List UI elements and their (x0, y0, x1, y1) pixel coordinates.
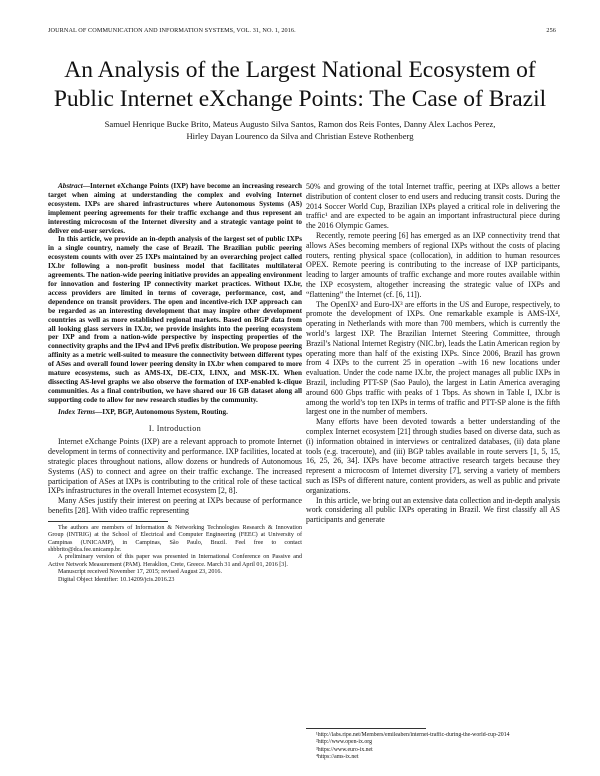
abstract-label: Abstract (58, 182, 83, 190)
author-note: Manuscript received November 17, 2015; revised August 23, 2016. (58, 569, 222, 576)
author-line: Hirley Dayan Lourenco da Silva and Christian Esteve Rothenberg (186, 131, 414, 141)
body-paragraph: Many efforts have been devoted towards a better understanding of the complex Internet ecosystem [21] through studies based on diverse data, such as (i) information obtained in interviews or centralized databases, (ii) data plane tools (e.g. traceroute), and (iii) BGP tables available in route servers [1, 5, 15, 16, 25, 26, 34]. IXPs have become attractive research targets because they represent a microcosm of Internet diversity [7], serving a variety of members such as ISPs of different nature, content providers, as well as public and private organizations. (306, 417, 560, 495)
author-note: A preliminary version of this paper was presented in International Conference on Passive and Active Network Measurement (PAM). Heraklion, Crete, Greece. March 31 and April 01, 2016 [3]. (48, 554, 302, 568)
index-terms-text: —IXP, BGP, Autonomous System, Routing. (95, 407, 228, 416)
page-number: 256 (546, 27, 556, 34)
abstract-paragraph: In this article, we provide an in-depth analysis of the largest set of public IXPs in a single country, namely the case of Brazil. The Brazilian public peering ecosystem counts with over 25 IXPs maintained by an overarching project called IX.br following a non-profit business model that facilitates multilateral agreements. The nation-wide peering initiative provides an appealing environment for innovation and fostering IP connectivity market practices. Without IX.br, access providers are limited in terms of coverage, performance, cost, and dependence on transit providers. The open and incentive-rich IXP approach can be regarded as an interesting development that may inspire other development countries as well as more established regional markets. Based on BGP data from all looking glass servers in IX.br, we provide insights into the peering ecosystem per IXP and from a nation-wide perspective by inspecting properties of the connectivity graphs and the IPv4 and IPv6 prefix distribution. We propose peering affinity as a metric well-suited to measure the connectivity between different types of ASes and overall found lower peering density in IX.br when compared to more mature ecosystems, such as AMS-IX, DE-CIX, LINX, and MSK-IX. When dissecting AS-level graphs we also observe the formation of IXP-enabled k-clique communities. As a final contribution, we have shared our 16 GB dataset along all supporting code to allow for new research studies by the community. (48, 235, 302, 404)
index-terms-label: Index Terms (58, 407, 96, 416)
author-note: The authors are members of Information & Networking Technologies Research & Innovation Group (INTRIG) at the School of Electrical and Computer Engineering (FEEC) at University of Campinas (UNICAMP), in Campinas, São Paulo, Brazil. Feel free to contact shbbrito@dca.fee.unicamp.br. (48, 524, 302, 553)
index-terms (48, 408, 302, 417)
author-line: Samuel Henrique Bucke Brito, Mateus Augusto Silva Santos, Ramon dos Reis Fontes, Danny Alex Lachos Perez, (104, 119, 496, 129)
footnote: ²http://www.open-ix.org (316, 739, 372, 746)
running-head (48, 27, 556, 34)
left-column (48, 182, 302, 584)
author-list (40, 118, 560, 142)
footnote-divider (306, 728, 426, 729)
title-line: An Analysis of the Largest National Ecosystem of (64, 57, 536, 83)
paper-title (0, 56, 600, 114)
footnotes (306, 728, 560, 762)
footnote: ³https://www.euro-ix.net (316, 746, 373, 753)
right-column (306, 182, 560, 525)
body-paragraph: Recently, remote peering [6] has emerged as an IXP connectivity trend that allows ASes becoming members of regional IXPs without the costs of placing routers, renting physical space (collocation), in addition to human resources OPEX. Remote peering is contributing to the increase of IXP participants, leading to larger amounts of traffic exchange and more routes available within the IXP ecosystem, altogether increasing the strategic value of IXPs and “flattening” the Internet (cf. [6, 11]). (306, 230, 560, 299)
body-paragraph: In this article, we bring out an extensive data collection and in-depth analysis work considering all public IXPs operating in Brazil. We first classify all AS participants and generate (306, 495, 560, 525)
body-paragraph: Internet eXchange Points (IXP) are a relevant approach to promote Internet development in terms of connectivity and performance. IXP facilities, located at strategic places throughout nations, allow dozens or hundreds of Autonomous Systems (AS) to connect and agree on their traffic exchange. The increased participation of ASes at IXPs is contributing to the critical role of these tactical IXPs infrastructures in the overall Internet ecosystem [2, 8]. (48, 437, 302, 496)
body-paragraph: The OpenIX² and Euro-IX³ are efforts in the US and Europe, respectively, to promote the development of IXPs. One remarkable example is AMS-IX⁴, operating in Netherlands with more than 700 members, which is currently the world’s largest IXP. The Brazilian Internet Steering Committee, through Brazil’s National Internet Registry (NIC.br), leads the Latin American region by operating more than half of the existing IXPs. Since 2006, Brazil has grown from 4 IXPs to the current 25 in operation –with 16 new locations under evaluation. Under the code name IX.br, the project manages all public IXPs in Brazil, including PTT-SP (Sao Paulo), the largest in Latin America averaging around 600 Gbps traffic with peaks of 1 Tbps. As shown in Table I, IX.br is among the world’s top ten IXPs in terms of traffic and PTT-SP alone is the fifth largest one in the number of members. (306, 299, 560, 417)
intro-body (48, 437, 302, 515)
footnote: ¹http://labs.ripe.net/Members/emileaben/internet-traffic-during-the-world-cup-2014 (316, 732, 510, 738)
footnote-divider (48, 521, 168, 522)
body-paragraph: Many ASes justify their interest on peering at IXPs because of performance benefits [28]. With video traffic representing (48, 496, 302, 515)
journal-header: JOURNAL OF COMMUNICATION AND INFORMATION SYSTEMS, VOL. 31, NO. 1, 2016. (48, 27, 296, 34)
title-line: Public Internet eXchange Points: The Case of Brazil (53, 86, 547, 112)
section-heading: I. Introduction (148, 423, 202, 433)
footnote: ⁴https://ams-ix.net (316, 754, 359, 761)
author-note: Digital Object Identifier: 10.14209/jcis.2016.23 (58, 576, 175, 583)
body-paragraph: 50% and growing of the total Internet traffic, peering at IXPs allows a better distribution of content closer to end users and reducing transit costs. During the 2014 Soccer World Cup, Brazilian IXPs played a critical role in delivering the traffic¹ and are expected to be again an important infrastructural piece during the 2016 Olympic Games. (306, 182, 560, 231)
abstract-text: —Internet eXchange Points (IXP) have become an increasing research target when aiming at understanding the complex and evolving Internet ecosystem. IXPs are shared infrastructures where Autonomous Systems (AS) implement peering agreements for their traffic exchange and thus represent an interesting microcosm of the Internet diversity and a strategic vantage point to deliver end-user services. (48, 182, 302, 235)
abstract-paragraph (48, 182, 302, 235)
